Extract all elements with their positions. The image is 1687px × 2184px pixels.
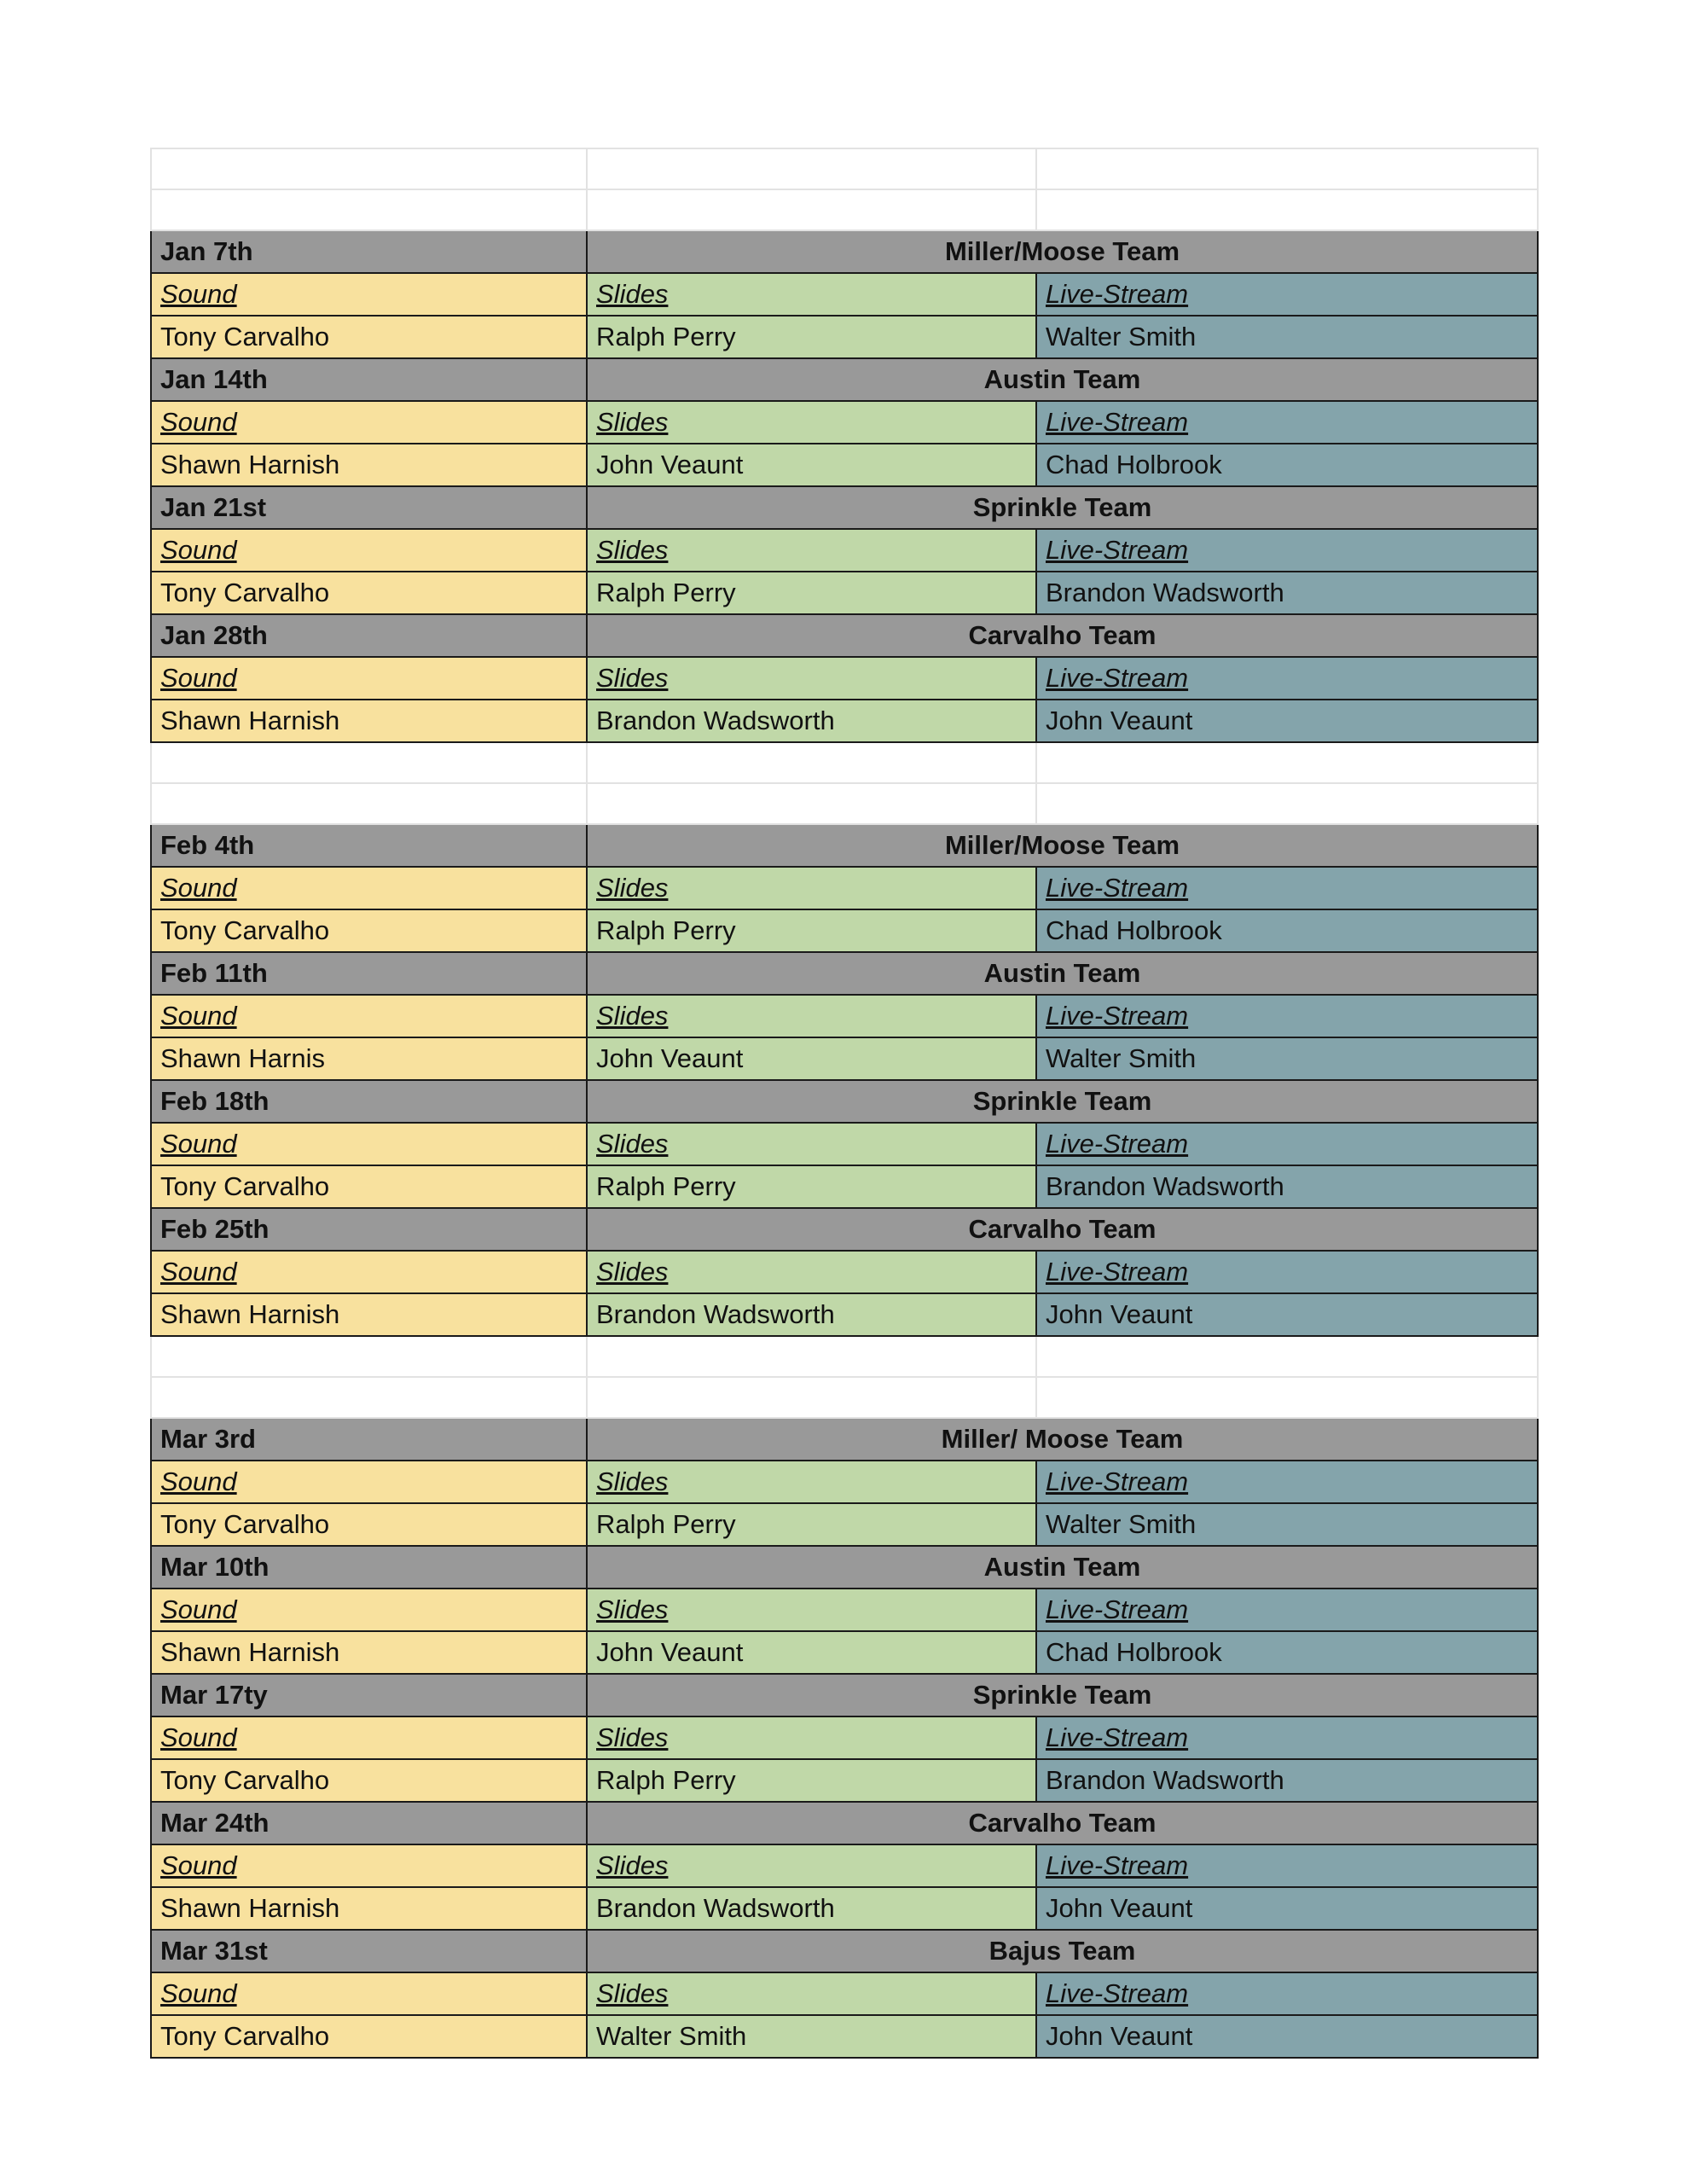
role-label-row — [151, 657, 1538, 700]
role-livestream-label: Live-Stream — [1046, 663, 1189, 693]
role-sound-label: Sound — [160, 1978, 237, 2008]
role-slides-cell[interactable] — [587, 867, 1036, 909]
week-date[interactable]: Jan 21st — [151, 486, 587, 529]
team-name[interactable]: Carvalho Team — [587, 1802, 1538, 1844]
schedule-table — [150, 148, 1539, 2059]
week-date[interactable]: Mar 10th — [151, 1546, 587, 1589]
role-slides-cell[interactable] — [587, 401, 1036, 444]
role-sound-cell[interactable] — [151, 657, 587, 700]
role-slides-cell[interactable] — [587, 995, 1036, 1037]
blank-row — [151, 148, 1538, 189]
week-header-row — [151, 230, 1538, 273]
role-sound-cell[interactable] — [151, 867, 587, 909]
week-header-row — [151, 486, 1538, 529]
empty-cell[interactable] — [587, 1336, 1036, 1377]
role-livestream-cell[interactable] — [1036, 1972, 1538, 2015]
role-slides-label: Slides — [596, 663, 669, 693]
slides-assignee[interactable]: Brandon Wadsworth — [587, 1293, 1036, 1336]
sound-assignee[interactable]: Shawn Harnish — [151, 1293, 587, 1336]
assignee-row — [151, 1503, 1538, 1546]
role-sound-label: Sound — [160, 279, 237, 309]
sound-assignee[interactable]: Tony Carvalho — [151, 1503, 587, 1546]
role-livestream-label: Live-Stream — [1046, 1978, 1189, 2008]
slides-assignee[interactable]: Ralph Perry — [587, 909, 1036, 952]
week-date[interactable]: Mar 17ty — [151, 1674, 587, 1716]
blank-row — [151, 1377, 1538, 1418]
team-name[interactable]: Sprinkle Team — [587, 486, 1538, 529]
role-livestream-cell[interactable] — [1036, 1844, 1538, 1887]
slides-assignee[interactable]: Ralph Perry — [587, 572, 1036, 614]
role-label-row — [151, 1716, 1538, 1759]
slides-assignee[interactable]: Ralph Perry — [587, 1759, 1036, 1802]
livestream-assignee[interactable]: Walter Smith — [1036, 1037, 1538, 1080]
week-date[interactable]: Mar 24th — [151, 1802, 587, 1844]
role-sound-cell[interactable] — [151, 1589, 587, 1631]
livestream-assignee[interactable]: Brandon Wadsworth — [1036, 572, 1538, 614]
sound-assignee[interactable]: Tony Carvalho — [151, 2015, 587, 2058]
role-slides-cell[interactable] — [587, 1589, 1036, 1631]
empty-cell[interactable] — [1036, 189, 1538, 230]
assignee-row — [151, 444, 1538, 486]
livestream-assignee[interactable]: Chad Holbrook — [1036, 1631, 1538, 1674]
livestream-assignee[interactable]: John Veaunt — [1036, 1887, 1538, 1930]
team-name[interactable]: Bajus Team — [587, 1930, 1538, 1972]
role-livestream-label: Live-Stream — [1046, 1129, 1189, 1159]
role-slides-label: Slides — [596, 1001, 669, 1031]
team-name[interactable]: Austin Team — [587, 1546, 1538, 1589]
empty-cell[interactable] — [1036, 1336, 1538, 1377]
livestream-assignee[interactable]: John Veaunt — [1036, 2015, 1538, 2058]
role-slides-label: Slides — [596, 1850, 669, 1880]
blank-row — [151, 783, 1538, 824]
slides-assignee[interactable]: Brandon Wadsworth — [587, 700, 1036, 742]
week-header-row — [151, 614, 1538, 657]
livestream-assignee[interactable]: Chad Holbrook — [1036, 444, 1538, 486]
sound-assignee[interactable]: Tony Carvalho — [151, 909, 587, 952]
empty-cell[interactable] — [1036, 783, 1538, 824]
schedule-body — [151, 148, 1538, 2058]
schedule-sheet — [150, 148, 1537, 2059]
empty-cell[interactable] — [587, 783, 1036, 824]
role-slides-cell[interactable] — [587, 1844, 1036, 1887]
team-name[interactable]: Sprinkle Team — [587, 1080, 1538, 1123]
empty-cell[interactable] — [151, 1377, 587, 1418]
role-label-row — [151, 1844, 1538, 1887]
role-slides-cell[interactable] — [587, 273, 1036, 316]
week-date[interactable]: Feb 25th — [151, 1208, 587, 1251]
week-header-row — [151, 1674, 1538, 1716]
slides-assignee[interactable]: John Veaunt — [587, 1037, 1036, 1080]
role-label-row — [151, 1589, 1538, 1631]
role-livestream-label: Live-Stream — [1046, 407, 1189, 437]
role-slides-label: Slides — [596, 535, 669, 565]
week-date[interactable]: Mar 3rd — [151, 1418, 587, 1461]
role-sound-cell[interactable] — [151, 529, 587, 572]
slides-assignee[interactable]: Brandon Wadsworth — [587, 1887, 1036, 1930]
role-livestream-cell[interactable] — [1036, 529, 1538, 572]
role-livestream-label: Live-Stream — [1046, 1850, 1189, 1880]
role-livestream-label: Live-Stream — [1046, 279, 1189, 309]
empty-cell[interactable] — [151, 189, 587, 230]
livestream-assignee[interactable]: John Veaunt — [1036, 1293, 1538, 1336]
role-slides-label: Slides — [596, 1257, 669, 1287]
sound-assignee[interactable]: Shawn Harnish — [151, 1631, 587, 1674]
role-label-row — [151, 1972, 1538, 2015]
slides-assignee[interactable]: Walter Smith — [587, 2015, 1036, 2058]
role-sound-cell[interactable] — [151, 1972, 587, 2015]
slides-assignee[interactable]: John Veaunt — [587, 444, 1036, 486]
team-name[interactable]: Sprinkle Team — [587, 1674, 1538, 1716]
assignee-row — [151, 572, 1538, 614]
week-date[interactable]: Jan 28th — [151, 614, 587, 657]
role-livestream-cell[interactable] — [1036, 1589, 1538, 1631]
sound-assignee[interactable]: Shawn Harnish — [151, 1887, 587, 1930]
week-date[interactable]: Feb 4th — [151, 824, 587, 867]
role-sound-cell[interactable] — [151, 1123, 587, 1165]
assignee-row — [151, 909, 1538, 952]
blank-row — [151, 1336, 1538, 1377]
empty-cell[interactable] — [1036, 742, 1538, 783]
role-slides-label: Slides — [596, 1467, 669, 1496]
livestream-assignee[interactable]: John Veaunt — [1036, 700, 1538, 742]
role-livestream-cell[interactable] — [1036, 1461, 1538, 1503]
week-header-row — [151, 1080, 1538, 1123]
week-header-row — [151, 358, 1538, 401]
role-label-row — [151, 1251, 1538, 1293]
role-label-row — [151, 995, 1538, 1037]
week-header-row — [151, 824, 1538, 867]
role-livestream-label: Live-Stream — [1046, 1594, 1189, 1624]
role-sound-label: Sound — [160, 873, 237, 903]
blank-row — [151, 189, 1538, 230]
role-sound-label: Sound — [160, 663, 237, 693]
role-sound-label: Sound — [160, 535, 237, 565]
week-header-row — [151, 1418, 1538, 1461]
sound-assignee[interactable]: Tony Carvalho — [151, 1165, 587, 1208]
assignee-row — [151, 1293, 1538, 1336]
role-sound-cell[interactable] — [151, 995, 587, 1037]
role-label-row — [151, 1461, 1538, 1503]
sound-assignee[interactable]: Shawn Harnish — [151, 700, 587, 742]
role-slides-cell[interactable] — [587, 1461, 1036, 1503]
role-sound-label: Sound — [160, 1001, 237, 1031]
role-label-row — [151, 529, 1538, 572]
role-slides-cell[interactable] — [587, 1716, 1036, 1759]
empty-cell[interactable] — [151, 742, 587, 783]
week-header-row — [151, 1930, 1538, 1972]
week-date[interactable]: Feb 11th — [151, 952, 587, 995]
role-slides-label: Slides — [596, 407, 669, 437]
slides-assignee[interactable]: Ralph Perry — [587, 1165, 1036, 1208]
team-name[interactable]: Miller/ Moose Team — [587, 1418, 1538, 1461]
role-livestream-cell[interactable] — [1036, 273, 1538, 316]
week-header-row — [151, 1802, 1538, 1844]
role-sound-cell[interactable] — [151, 273, 587, 316]
role-livestream-label: Live-Stream — [1046, 1257, 1189, 1287]
role-sound-label: Sound — [160, 1722, 237, 1752]
role-slides-cell[interactable] — [587, 657, 1036, 700]
team-name[interactable]: Carvalho Team — [587, 1208, 1538, 1251]
role-slides-cell[interactable] — [587, 1251, 1036, 1293]
livestream-assignee[interactable]: Chad Holbrook — [1036, 909, 1538, 952]
role-slides-label: Slides — [596, 1978, 669, 2008]
role-livestream-label: Live-Stream — [1046, 1722, 1189, 1752]
blank-row — [151, 742, 1538, 783]
team-name[interactable]: Austin Team — [587, 358, 1538, 401]
role-sound-label: Sound — [160, 407, 237, 437]
assignee-row — [151, 316, 1538, 358]
role-livestream-cell[interactable] — [1036, 995, 1538, 1037]
role-label-row — [151, 401, 1538, 444]
assignee-row — [151, 2015, 1538, 2058]
assignee-row — [151, 700, 1538, 742]
role-slides-cell[interactable] — [587, 1123, 1036, 1165]
assignee-row — [151, 1165, 1538, 1208]
week-date[interactable]: Jan 7th — [151, 230, 587, 273]
role-slides-cell[interactable] — [587, 1972, 1036, 2015]
week-date[interactable]: Mar 31st — [151, 1930, 587, 1972]
livestream-assignee[interactable]: Walter Smith — [1036, 1503, 1538, 1546]
role-slides-label: Slides — [596, 1594, 669, 1624]
week-header-row — [151, 1208, 1538, 1251]
sound-assignee[interactable]: Tony Carvalho — [151, 1759, 587, 1802]
role-sound-cell[interactable] — [151, 401, 587, 444]
role-livestream-cell[interactable] — [1036, 1251, 1538, 1293]
week-date[interactable]: Feb 18th — [151, 1080, 587, 1123]
week-date[interactable]: Jan 14th — [151, 358, 587, 401]
role-sound-cell[interactable] — [151, 1461, 587, 1503]
role-label-row — [151, 867, 1538, 909]
assignee-row — [151, 1887, 1538, 1930]
empty-cell[interactable] — [151, 783, 587, 824]
livestream-assignee[interactable]: Walter Smith — [1036, 316, 1538, 358]
assignee-row — [151, 1759, 1538, 1802]
empty-cell[interactable] — [1036, 148, 1538, 189]
role-sound-cell[interactable] — [151, 1251, 587, 1293]
empty-cell[interactable] — [151, 1336, 587, 1377]
week-header-row — [151, 952, 1538, 995]
empty-cell[interactable] — [587, 189, 1036, 230]
role-sound-label: Sound — [160, 1850, 237, 1880]
role-livestream-cell[interactable] — [1036, 401, 1538, 444]
team-name[interactable]: Austin Team — [587, 952, 1538, 995]
role-livestream-label: Live-Stream — [1046, 873, 1189, 903]
role-slides-label: Slides — [596, 1129, 669, 1159]
empty-cell[interactable] — [587, 148, 1036, 189]
sound-assignee[interactable]: Tony Carvalho — [151, 316, 587, 358]
role-livestream-cell[interactable] — [1036, 1123, 1538, 1165]
livestream-assignee[interactable]: Brandon Wadsworth — [1036, 1759, 1538, 1802]
role-livestream-label: Live-Stream — [1046, 1467, 1189, 1496]
livestream-assignee[interactable]: Brandon Wadsworth — [1036, 1165, 1538, 1208]
team-name[interactable]: Miller/Moose Team — [587, 824, 1538, 867]
role-livestream-label: Live-Stream — [1046, 1001, 1189, 1031]
assignee-row — [151, 1631, 1538, 1674]
empty-cell[interactable] — [151, 148, 587, 189]
role-livestream-label: Live-Stream — [1046, 535, 1189, 565]
sound-assignee[interactable]: Shawn Harnis — [151, 1037, 587, 1080]
sound-assignee[interactable]: Shawn Harnish — [151, 444, 587, 486]
role-sound-cell[interactable] — [151, 1716, 587, 1759]
role-label-row — [151, 273, 1538, 316]
role-livestream-cell[interactable] — [1036, 867, 1538, 909]
role-slides-label: Slides — [596, 279, 669, 309]
week-header-row — [151, 1546, 1538, 1589]
role-livestream-cell[interactable] — [1036, 1716, 1538, 1759]
team-name[interactable]: Carvalho Team — [587, 614, 1538, 657]
role-label-row — [151, 1123, 1538, 1165]
role-sound-label: Sound — [160, 1594, 237, 1624]
role-slides-label: Slides — [596, 1722, 669, 1752]
role-livestream-cell[interactable] — [1036, 657, 1538, 700]
role-sound-cell[interactable] — [151, 1844, 587, 1887]
team-name[interactable]: Miller/Moose Team — [587, 230, 1538, 273]
role-sound-label: Sound — [160, 1257, 237, 1287]
empty-cell[interactable] — [587, 1377, 1036, 1418]
sound-assignee[interactable]: Tony Carvalho — [151, 572, 587, 614]
role-sound-label: Sound — [160, 1129, 237, 1159]
assignee-row — [151, 1037, 1538, 1080]
role-slides-label: Slides — [596, 873, 669, 903]
empty-cell[interactable] — [1036, 1377, 1538, 1418]
slides-assignee[interactable]: John Veaunt — [587, 1631, 1036, 1674]
empty-cell[interactable] — [587, 742, 1036, 783]
slides-assignee[interactable]: Ralph Perry — [587, 316, 1036, 358]
role-slides-cell[interactable] — [587, 529, 1036, 572]
role-sound-label: Sound — [160, 1467, 237, 1496]
slides-assignee[interactable]: Ralph Perry — [587, 1503, 1036, 1546]
